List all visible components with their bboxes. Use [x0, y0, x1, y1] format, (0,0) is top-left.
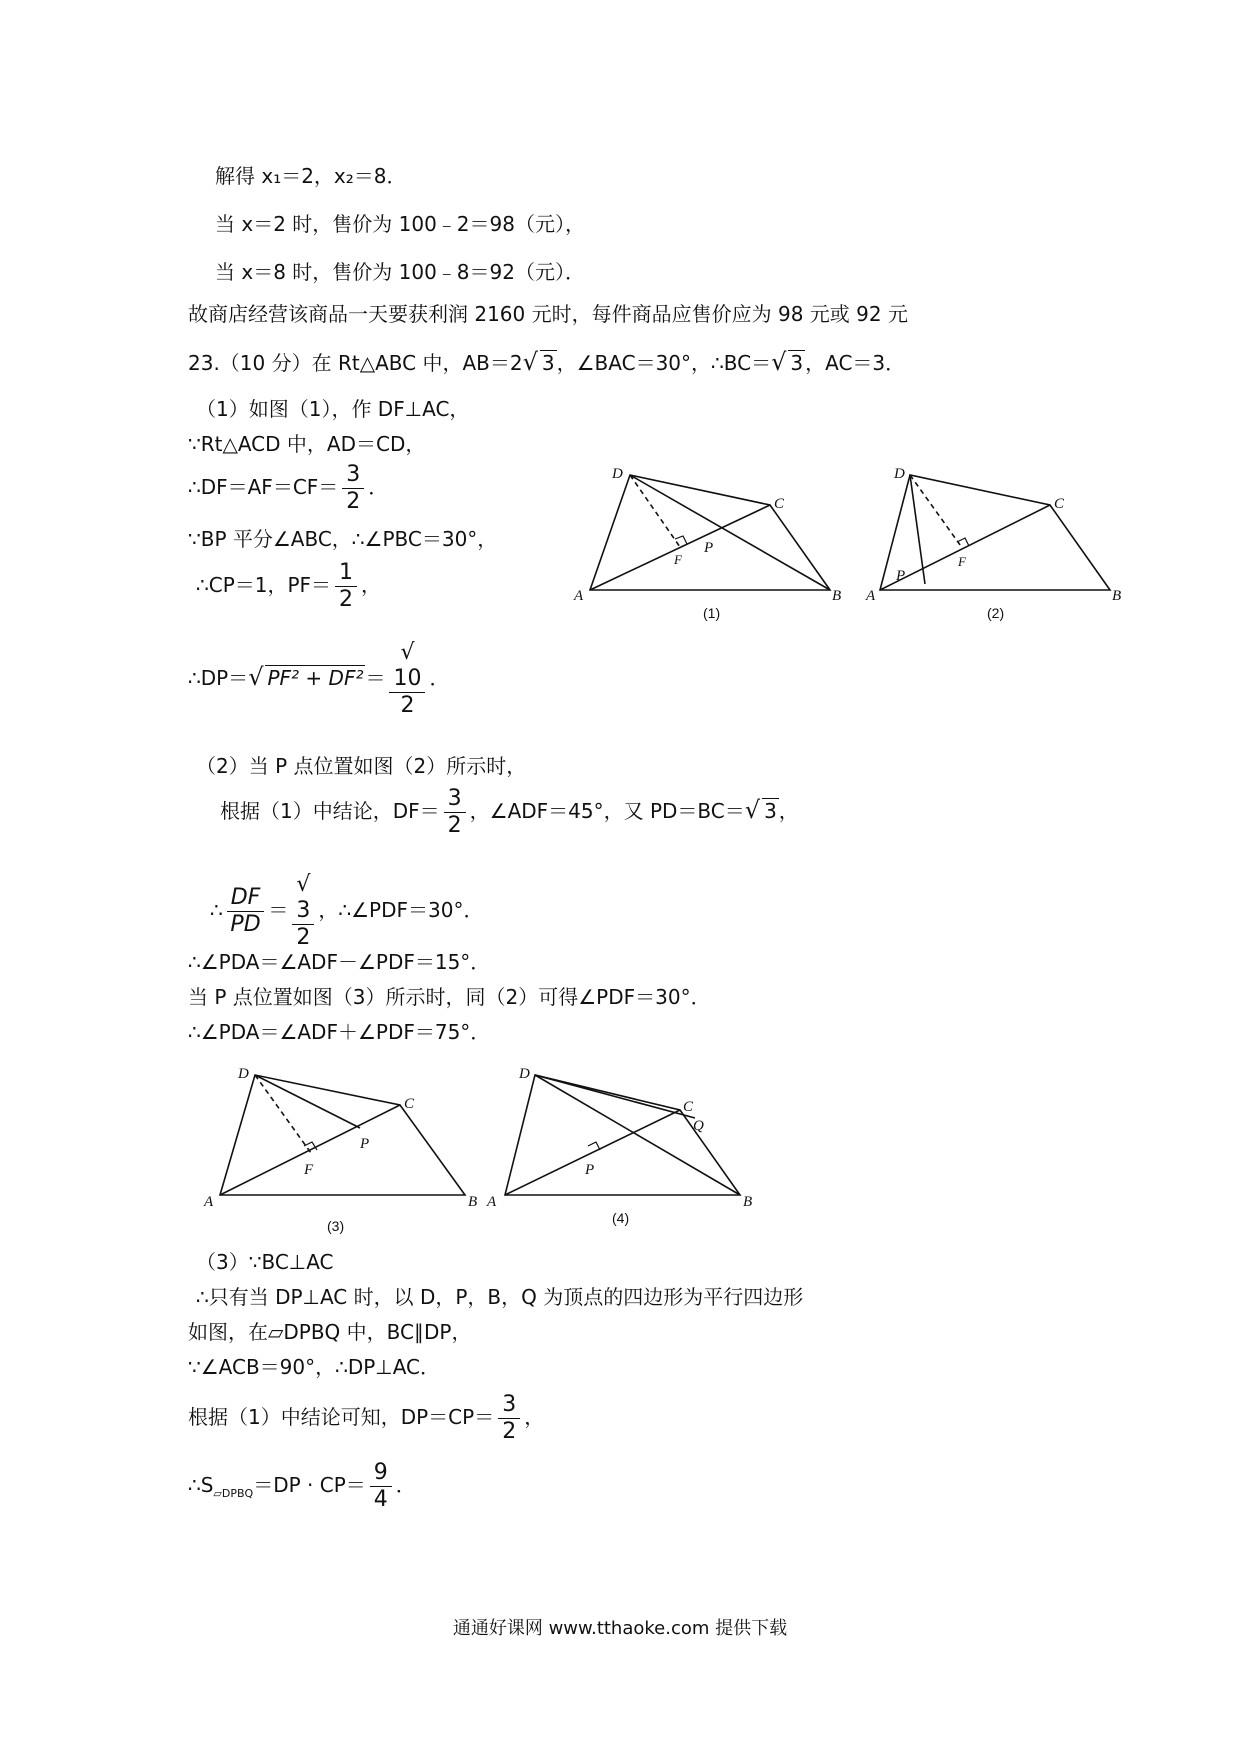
label-c: C: [404, 1096, 415, 1112]
label-a: A: [204, 1194, 214, 1210]
sqrt-sign: √: [771, 348, 787, 376]
label-d: D: [519, 1066, 530, 1082]
label-b: B: [468, 1194, 478, 1210]
right-angle-mark: [304, 1142, 317, 1150]
sqrt-value: PF² + DF²: [267, 666, 364, 690]
text: ．: [395, 1473, 416, 1497]
text: ∴CP＝1，PF＝: [196, 573, 332, 597]
segment-df: [255, 1075, 311, 1153]
text-line: 当 x＝2 时，售价为 100﹣2＝98（元），: [215, 212, 585, 236]
label-c: C: [683, 1099, 694, 1115]
fraction: [335, 560, 357, 613]
right-angle-mark: [588, 1142, 600, 1150]
text: ，: [778, 799, 799, 823]
therefore: ∴: [210, 898, 223, 922]
figure-4: [485, 1060, 775, 1230]
text: ，: [361, 573, 382, 597]
figure-1: [570, 460, 850, 625]
fraction: [444, 786, 466, 839]
numerator: 3: [444, 786, 466, 813]
label-a: A: [866, 588, 876, 604]
label-f: F: [674, 552, 682, 567]
fraction: [498, 1392, 520, 1445]
segment-ac: [505, 1110, 680, 1195]
text-line: ∴∠PDA＝∠ADF＋∠PDF＝75°．: [188, 1020, 491, 1044]
label-b: B: [743, 1194, 753, 1210]
part2-line: [220, 786, 799, 839]
sqrt-value: 3: [790, 351, 804, 375]
numerator: 3: [498, 1392, 520, 1419]
sqrt-sign: √: [400, 640, 415, 665]
cp-line: [196, 560, 381, 613]
problem-23-line: [188, 350, 905, 375]
fraction: [370, 1460, 392, 1513]
text: 根据（1）中结论，DF＝: [220, 799, 440, 823]
text: ＝: [268, 898, 289, 922]
segment-dp: [255, 1075, 360, 1128]
label-d: D: [612, 466, 623, 482]
segment-db: [630, 475, 830, 590]
sqrt-value: 3: [541, 351, 555, 375]
denominator: PD: [230, 912, 261, 937]
figure-3: [200, 1060, 490, 1230]
fraction: [342, 462, 364, 515]
text: ，: [524, 1405, 545, 1429]
fraction: [292, 872, 314, 951]
numerator: [292, 872, 314, 925]
text: ∴S: [188, 1473, 214, 1497]
segment-dp: [910, 475, 925, 584]
label-c: C: [774, 496, 785, 512]
label-c: C: [1054, 496, 1065, 512]
dpcp-line: [188, 1392, 544, 1445]
text-line: ∴∠PDA＝∠ADF－∠PDF＝15°．: [188, 950, 491, 974]
text: ＝DP · CP＝: [253, 1473, 366, 1497]
figure-caption: (4): [612, 1210, 630, 1226]
label-q: Q: [693, 1118, 704, 1134]
label-d: D: [238, 1066, 249, 1082]
sqrt-sign: √: [248, 663, 264, 691]
denominator: 4: [373, 1487, 388, 1512]
subscript: ▱DPBQ: [213, 1487, 254, 1500]
text: ∴DF＝AF＝CF＝: [188, 475, 339, 499]
text: 23.（10 分）在 Rt△ABC 中，AB＝2: [188, 351, 523, 375]
denominator: 2: [339, 587, 354, 612]
label-p: P: [360, 1136, 370, 1152]
segment-df: [630, 475, 680, 547]
numerator: 1: [335, 560, 357, 587]
denominator: 2: [400, 693, 415, 718]
text: ，AC＝3．: [805, 351, 906, 375]
text: ．: [368, 475, 389, 499]
fraction: [389, 640, 425, 719]
label-d: D: [894, 466, 905, 482]
area-line: [188, 1460, 416, 1513]
text-line: （3）∵BC⊥AC: [196, 1250, 334, 1274]
segment-ac: [220, 1105, 400, 1195]
text: 根据（1）中结论可知，DP＝CP＝: [188, 1405, 495, 1429]
denominator: 2: [296, 925, 311, 950]
sqrt-value: 3: [296, 898, 311, 923]
label-a: A: [487, 1194, 497, 1210]
text: ，∠BAC＝30°，∴BC＝: [556, 351, 772, 375]
text-line: ∵BP 平分∠ABC，∴∠PBC＝30°，: [188, 527, 498, 551]
sqrt-sign: √: [522, 348, 538, 376]
text: ，∴∠PDF＝30°．: [318, 898, 484, 922]
text-line: （2）当 P 点位置如图（2）所示时，: [196, 754, 527, 778]
text: ＝: [365, 666, 386, 690]
figure-caption: (1): [703, 605, 721, 621]
label-f: F: [304, 1162, 314, 1178]
text: ∴DP＝: [188, 666, 249, 690]
dp-line: [188, 640, 449, 719]
fraction: [227, 885, 265, 938]
sqrt-value: 3: [764, 799, 777, 823]
text-line: （1）如图（1），作 DF⊥AC，: [196, 397, 470, 421]
denominator: 2: [502, 1419, 517, 1444]
label-b: B: [832, 588, 842, 604]
figure-2: [860, 460, 1145, 625]
label-f: F: [958, 554, 966, 569]
footer-source: 通通好课网 www.tthaoke.com 提供下载: [452, 1618, 788, 1639]
segment-db: [535, 1075, 740, 1195]
text-line: ∵Rt△ACD 中，AD＝CD，: [188, 432, 426, 456]
text-line: 当 P 点位置如图（3）所示时，同（2）可得∠PDF＝30°．: [188, 985, 711, 1009]
sqrt-value: 10: [393, 666, 422, 691]
segment-ac: [590, 505, 770, 590]
denominator: 2: [447, 813, 462, 838]
figure-caption: (2): [987, 605, 1005, 621]
text: ，∠ADF＝45°，又 PD＝BC＝: [469, 799, 745, 823]
label-a: A: [574, 588, 584, 604]
df-line: [188, 462, 388, 515]
segment-dq: [535, 1075, 695, 1118]
numerator: DF: [227, 885, 265, 912]
label-p: P: [896, 568, 906, 584]
ratio-line: [210, 872, 483, 951]
figure-caption: (3): [327, 1218, 345, 1234]
text-line: 如图，在▱DPBQ 中，BC∥DP，: [188, 1320, 472, 1344]
label-p: P: [585, 1162, 595, 1178]
numerator: 3: [342, 462, 364, 489]
denominator: 2: [346, 489, 361, 514]
numerator: 9: [370, 1460, 392, 1487]
sqrt-sign: √: [744, 796, 761, 824]
numerator: [389, 640, 425, 693]
text: ．: [429, 666, 450, 690]
segment-ac: [880, 505, 1050, 590]
sqrt-sign: √: [296, 872, 311, 897]
label-p: P: [704, 540, 714, 556]
text-line: ∴只有当 DP⊥AC 时，以 D，P，B，Q 为顶点的四边形为平行四边形: [196, 1285, 804, 1309]
text-line: ∵∠ACB＝90°，∴DP⊥AC．: [188, 1355, 441, 1379]
text-line: 解得 x₁＝2，x₂＝8．: [215, 164, 407, 188]
text-line: 当 x＝8 时，售价为 100﹣8＝92（元）．: [215, 260, 585, 284]
text-line: 故商店经营该商品一天要获利润 2160 元时，每件商品应售价应为 98 元或 92 元: [188, 302, 908, 326]
label-b: B: [1112, 588, 1122, 604]
